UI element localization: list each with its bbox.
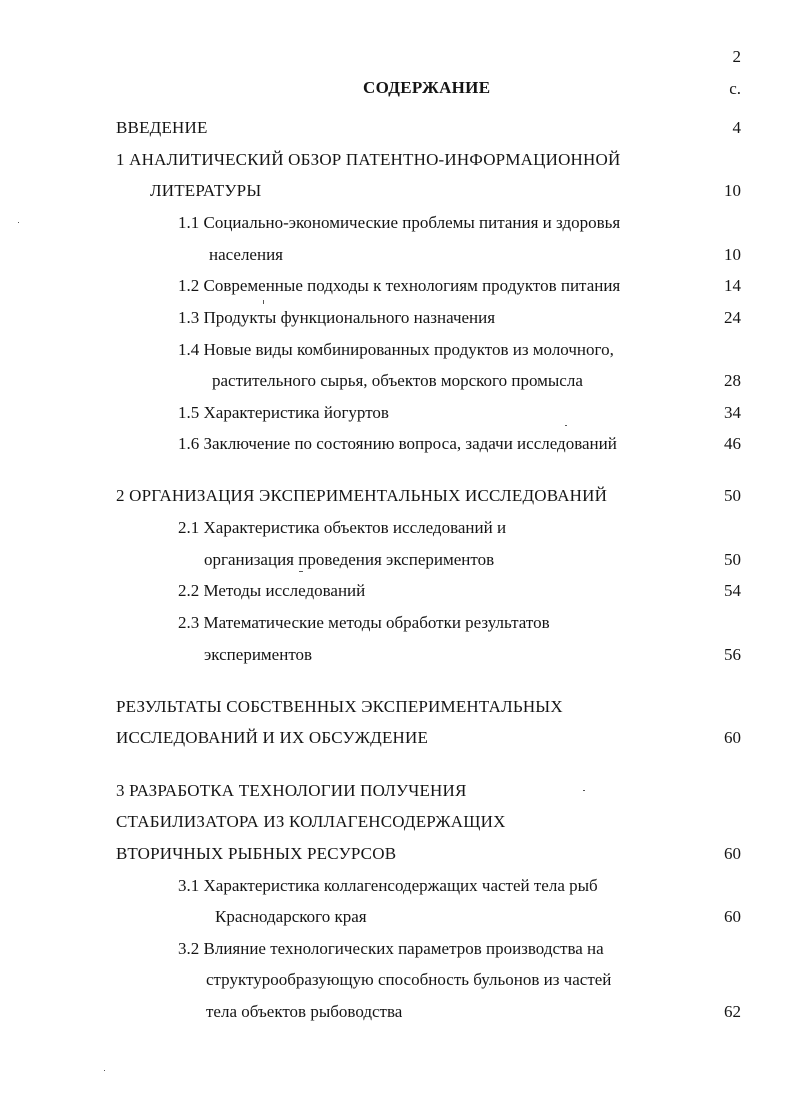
toc-page-number: 4 [732,118,741,137]
page-title: СОДЕРЖАНИЕ [363,78,491,97]
toc-page-number: 10 [724,181,741,200]
page-number: 2 [732,47,741,66]
toc-entry-title-continued: ИССЛЕДОВАНИЙ И ИХ ОБСУЖДЕНИЕ [116,728,429,747]
toc-entry-title-continued: структурообразующую способность бульонов из частей [206,970,612,989]
toc-page-number: 56 [724,645,741,664]
toc-page-number: 14 [724,276,741,295]
toc-entry-title-continued: населения [209,245,283,264]
toc-entry-title: ВВЕДЕНИЕ [116,118,208,137]
toc-entry-title-continued: Краснодарского края [215,907,367,926]
toc-page-number: 10 [724,245,741,264]
toc-entry-title: 3.1 Характеристика коллагенсодержащих частей тела рыб [178,876,598,895]
toc-entry-title-continued: СТАБИЛИЗАТОРА ИЗ КОЛЛАГЕНСОДЕРЖАЩИХ [116,812,506,831]
toc-entry-title: 2.1 Характеристика объектов исследований и [178,518,507,537]
toc-page-number: 46 [724,434,741,453]
toc-page-number: 60 [724,728,741,747]
toc-entry-title: 1.2 Современные подходы к технологиям продуктов питания [178,276,621,295]
toc-entry-title-continued: ВТОРИЧНЫХ РЫБНЫХ РЕСУРСОВ [116,844,397,863]
toc-entry-title: 3.2 Влияние технологических параметров производства на [178,939,604,958]
toc-page-number: 62 [724,1002,741,1021]
toc-entry-title: 1.6 Заключение по состоянию вопроса, задачи исследований [178,434,617,453]
toc-page-number: 50 [724,486,741,505]
scan-speck [565,425,567,426]
toc-entry-title-continued: тела объектов рыбоводства [206,1002,403,1021]
toc-entry-title-continued: организация проведения экспериментов [204,550,495,569]
scan-speck [263,300,264,304]
toc-entry-title: 3 РАЗРАБОТКА ТЕХНОЛОГИИ ПОЛУЧЕНИЯ [116,781,467,800]
scan-speck [299,571,303,572]
toc-entry-title: 1.4 Новые виды комбинированных продуктов из молочного, [178,340,614,359]
toc-entry-title-continued: растительного сырья, объектов морского промысла [212,371,583,390]
toc-entry-title: 1.3 Продукты функционального назначения [178,308,496,327]
toc-entry-title-continued: ЛИТЕРАТУРЫ [150,181,262,200]
toc-entry-title: 1.5 Характеристика йогуртов [178,403,389,422]
toc-page-number: 60 [724,844,741,863]
scan-speck [18,222,19,223]
toc-page-number: 34 [724,403,741,422]
toc-entry-title: 2.2 Методы исследований [178,581,366,600]
toc-page-number: 50 [724,550,741,569]
page-column-label: с. [729,79,741,98]
scan-speck [583,790,585,791]
toc-entry-title: РЕЗУЛЬТАТЫ СОБСТВЕННЫХ ЭКСПЕРИМЕНТАЛЬНЫХ [116,697,563,716]
toc-page-number: 24 [724,308,741,327]
toc-entry-title: 2.3 Математические методы обработки результатов [178,613,550,632]
toc-page-number: 54 [724,581,741,600]
toc-entry-title-continued: экспериментов [204,645,313,664]
toc-entry-title: 2 ОРГАНИЗАЦИЯ ЭКСПЕРИМЕНТАЛЬНЫХ ИССЛЕДОВАНИЙ [116,486,608,505]
toc-entry-title: 1 АНАЛИТИЧЕСКИЙ ОБЗОР ПАТЕНТНО-ИНФОРМАЦИОННОЙ [116,150,621,169]
scan-speck [104,1070,105,1071]
toc-page-number: 28 [724,371,741,390]
toc-page-number: 60 [724,907,741,926]
toc-entry-title: 1.1 Социально-экономические проблемы питания и здоровья [178,213,621,232]
